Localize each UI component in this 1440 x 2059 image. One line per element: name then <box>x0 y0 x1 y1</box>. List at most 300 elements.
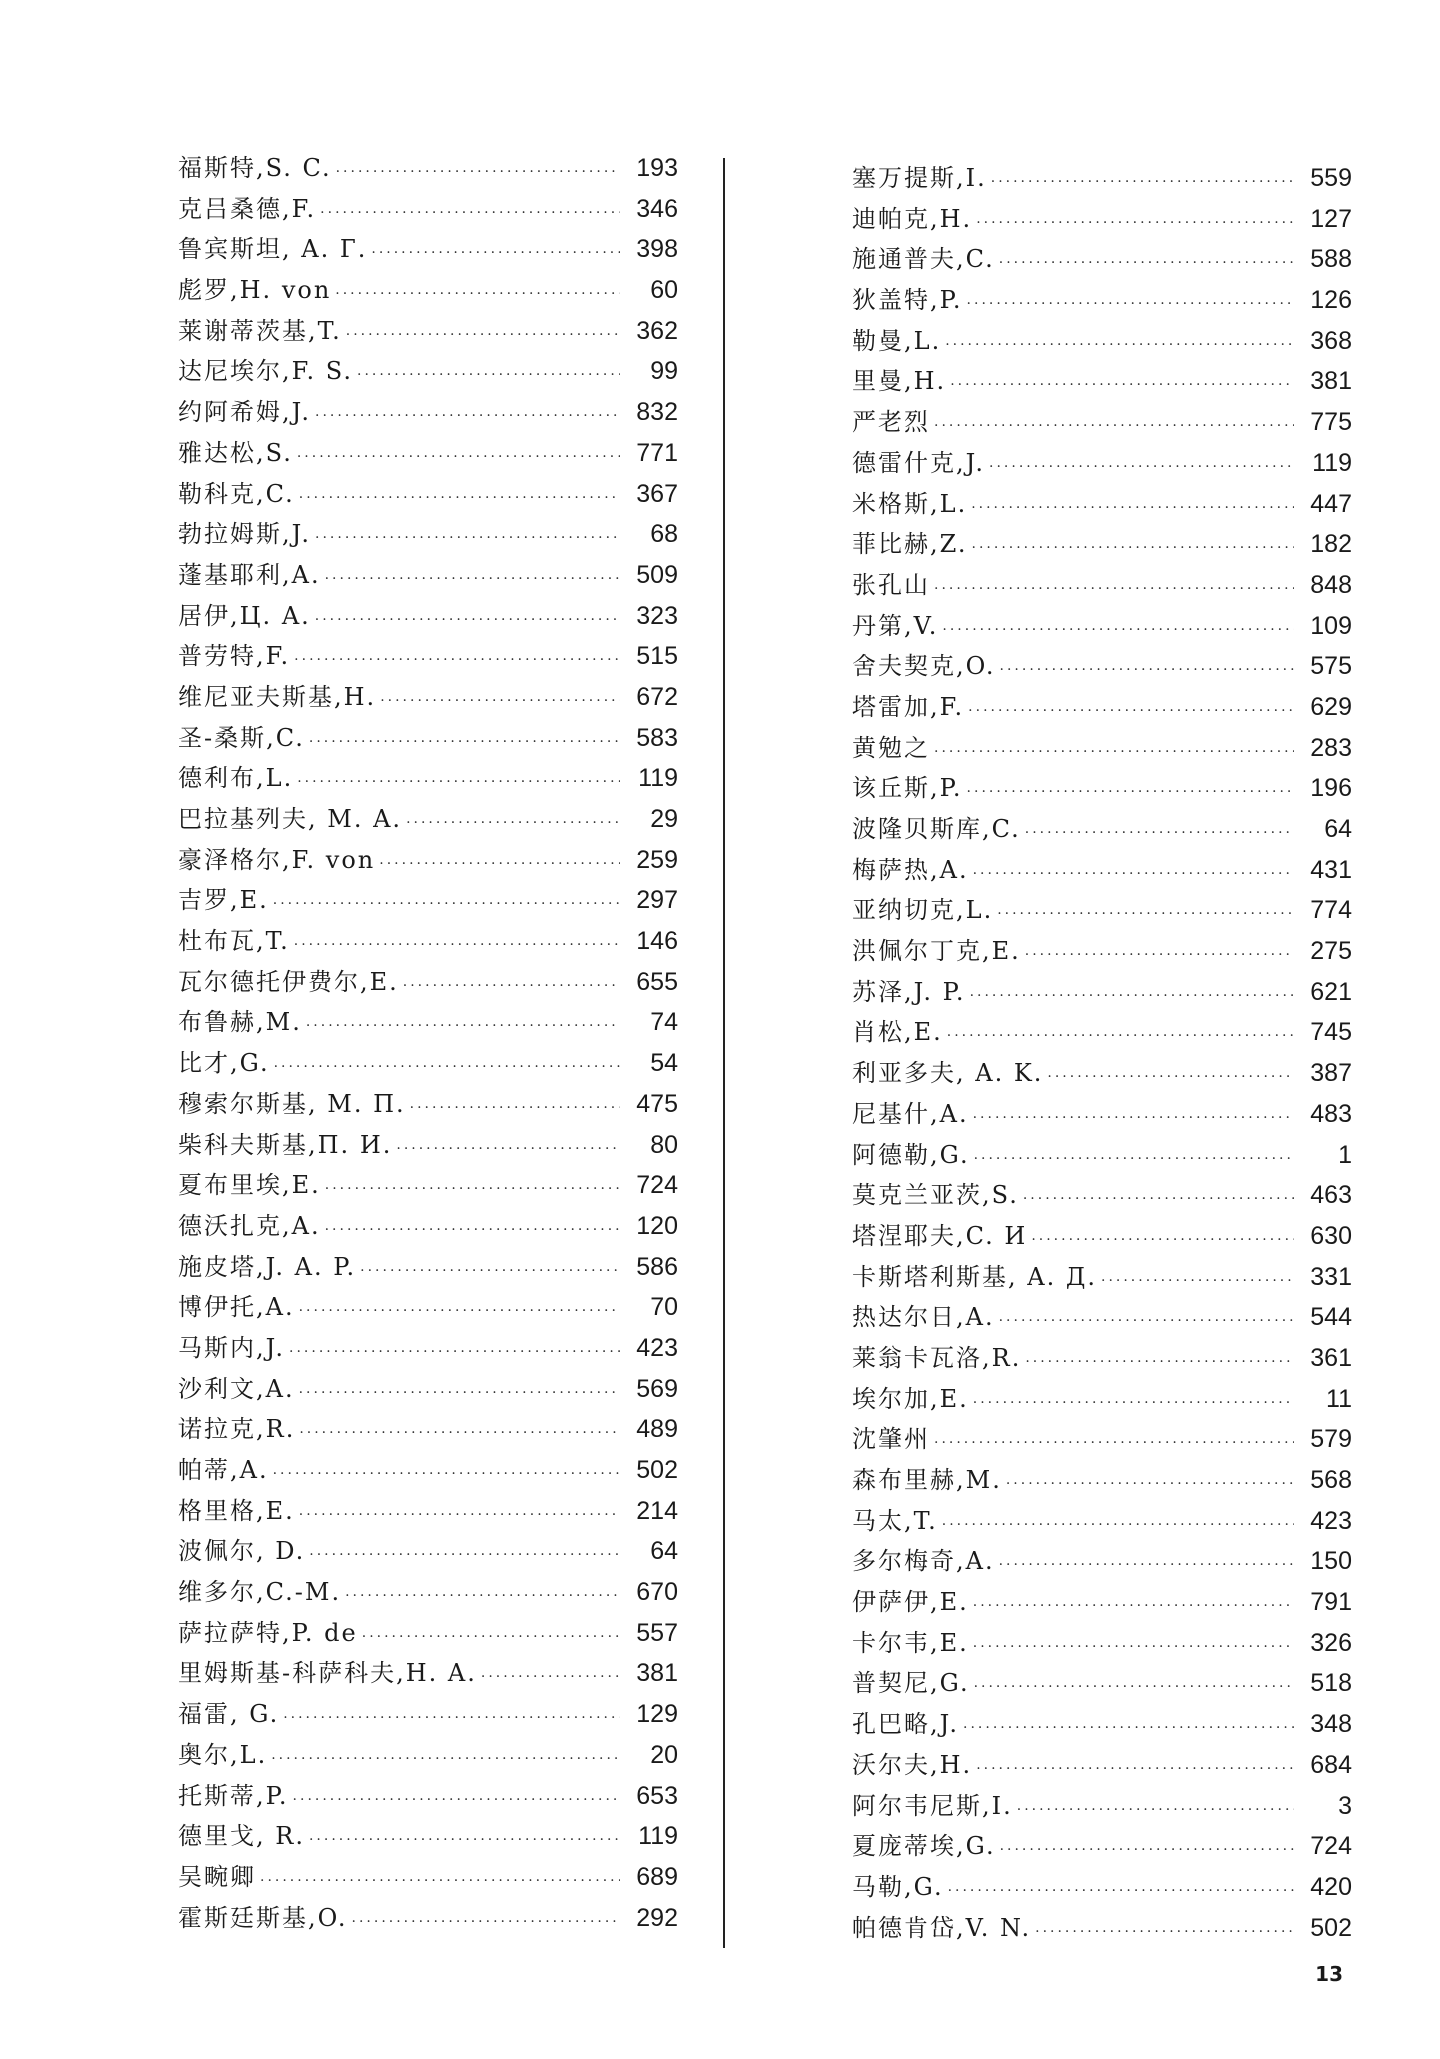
dot-leader <box>989 447 1294 488</box>
dot-leader <box>371 233 620 274</box>
entry-page-number: 745 <box>1310 1018 1352 1047</box>
index-entry <box>852 1379 1352 1420</box>
index-entry <box>178 1857 678 1898</box>
dot-leader <box>299 1373 620 1414</box>
index-entry <box>178 1247 678 1288</box>
entry-name: 豪泽格尔,F. von <box>178 845 376 874</box>
entry-name: 帕蒂,A. <box>178 1456 269 1484</box>
dot-leader <box>972 528 1294 569</box>
entry-name: 吉罗,E. <box>178 886 269 915</box>
dot-leader <box>406 803 620 844</box>
entry-page-number: 283 <box>1310 733 1352 762</box>
index-entry <box>852 646 1352 687</box>
entry-name: 波隆贝斯库,C. <box>852 815 1021 843</box>
dot-leader <box>934 732 1294 773</box>
entry-name: 穆索尔斯基, M. П. <box>178 1089 406 1118</box>
index-entry <box>178 1409 678 1450</box>
dot-leader <box>934 406 1294 447</box>
entry-page-number: 3 <box>1338 1791 1352 1820</box>
entry-page-number: 292 <box>636 1903 678 1932</box>
entry-name: 维尼亚夫斯基,H. <box>178 682 377 711</box>
entry-name: 苏泽,J. P. <box>852 977 966 1006</box>
dot-leader <box>273 884 620 925</box>
dot-leader <box>352 1902 620 1943</box>
index-entry <box>852 443 1352 484</box>
index-entry <box>178 1369 678 1410</box>
index-entry <box>178 962 678 1003</box>
entry-page-number: 832 <box>636 398 678 427</box>
entry-page-number: 483 <box>1310 1099 1352 1128</box>
dot-leader <box>309 1535 620 1576</box>
index-entry <box>852 1012 1352 1053</box>
index-entry <box>178 596 678 637</box>
entry-page-number: 569 <box>636 1374 678 1403</box>
index-entry <box>178 1653 678 1694</box>
dot-leader <box>1035 1912 1294 1953</box>
index-entry <box>852 1623 1352 1664</box>
entry-name: 尼基什,A. <box>852 1099 969 1128</box>
entry-name: 塔雷加,F. <box>852 692 965 721</box>
entry-page-number: 775 <box>1310 408 1352 437</box>
entry-page-number: 431 <box>1310 855 1352 884</box>
entry-name: 热达尔日,A. <box>852 1303 995 1332</box>
index-entry <box>178 1898 678 1939</box>
entry-name: 肖松,E. <box>852 1018 943 1047</box>
index-entry <box>852 1257 1352 1298</box>
entry-page-number: 689 <box>636 1862 678 1891</box>
entry-page-number: 64 <box>650 1537 678 1566</box>
dot-leader <box>999 1545 1294 1586</box>
entry-name: 阿尔韦尼斯,I. <box>852 1791 1013 1820</box>
entry-name: 巴拉基列夫, M. A. <box>178 805 403 833</box>
entry-name: 里姆斯基-科萨科夫,H. A. <box>178 1659 477 1688</box>
index-entry <box>178 758 678 799</box>
index-entry <box>852 687 1352 728</box>
entry-name: 亚纳切克,L. <box>852 896 994 925</box>
index-entry <box>852 890 1352 931</box>
index-entry <box>178 148 678 189</box>
entry-name: 普契尼,G. <box>852 1669 970 1698</box>
index-entry <box>178 311 678 352</box>
index-entry <box>852 1745 1352 1786</box>
index-entry <box>178 1531 678 1572</box>
index-entry <box>178 1002 678 1043</box>
entry-page-number: 724 <box>636 1171 678 1200</box>
entry-name: 莱翁卡瓦洛,R. <box>852 1343 1022 1372</box>
entry-name: 沙利文,A. <box>178 1374 295 1403</box>
index-entry <box>178 1328 678 1369</box>
dot-leader <box>294 925 620 966</box>
entry-name: 夏庞蒂埃,G. <box>852 1832 996 1861</box>
entry-page-number: 791 <box>1310 1588 1352 1617</box>
entry-page-number: 621 <box>1310 977 1352 1006</box>
dot-leader <box>315 518 620 559</box>
entry-name: 迪帕克,H. <box>852 204 973 233</box>
entry-page-number: 129 <box>636 1700 678 1729</box>
entry-name: 洪佩尔丁克,E. <box>852 937 1021 966</box>
entry-name: 达尼埃尔,F. S. <box>178 357 354 386</box>
dot-leader <box>299 478 620 519</box>
entry-name: 莱谢蒂茨基,T. <box>178 316 342 345</box>
dot-leader <box>345 1576 620 1617</box>
entry-name: 严老烈 <box>852 408 930 437</box>
index-entry <box>852 321 1352 362</box>
entry-page-number: 398 <box>636 235 678 264</box>
dot-leader <box>950 365 1294 406</box>
entry-name: 诺拉克,R. <box>178 1415 296 1444</box>
index-entry <box>852 484 1352 525</box>
entry-page-number: 297 <box>636 886 678 915</box>
index-entry <box>178 351 678 392</box>
entry-page-number: 420 <box>1310 1872 1352 1901</box>
entry-name: 萨拉萨特,P. de <box>178 1618 358 1647</box>
dot-leader <box>934 1423 1294 1464</box>
index-entry <box>852 1460 1352 1501</box>
entry-name: 杜布瓦,T. <box>178 927 290 956</box>
index-entry <box>178 270 678 311</box>
entry-name: 圣-桑斯,C. <box>178 723 305 752</box>
entry-page-number: 774 <box>1310 896 1352 925</box>
index-entry <box>178 921 678 962</box>
index-entry <box>852 1297 1352 1338</box>
entry-name: 舍夫契克,O. <box>852 652 996 681</box>
entry-name: 鲁宾斯坦, A. Г. <box>178 235 368 264</box>
index-entry <box>178 1287 678 1328</box>
entry-name: 德雷什克,J. <box>852 448 986 477</box>
entry-page-number: 182 <box>1310 530 1352 559</box>
entry-page-number: 502 <box>1310 1913 1352 1942</box>
index-entry <box>852 239 1352 280</box>
entry-page-number: 362 <box>636 316 678 345</box>
index-entry <box>852 1663 1352 1704</box>
index-entry <box>178 1125 678 1166</box>
entry-page-number: 127 <box>1310 204 1352 233</box>
index-entry <box>852 524 1352 565</box>
dot-leader <box>963 1708 1294 1749</box>
dot-leader <box>325 559 620 600</box>
index-entry <box>852 402 1352 443</box>
entry-name: 德沃扎克,A. <box>178 1211 321 1240</box>
entry-page-number: 119 <box>638 764 678 793</box>
dot-leader <box>1025 813 1294 854</box>
index-entry <box>178 1735 678 1776</box>
index-entry <box>178 189 678 230</box>
dot-leader <box>991 162 1294 203</box>
dot-leader <box>360 1251 620 1292</box>
index-entry <box>852 1704 1352 1745</box>
dot-leader <box>1006 1464 1294 1505</box>
entry-name: 霍斯廷斯基,O. <box>178 1903 348 1932</box>
index-entry <box>178 1776 678 1817</box>
entry-name: 埃尔加,E. <box>852 1384 969 1413</box>
dot-leader <box>1000 1830 1294 1871</box>
entry-page-number: 518 <box>1310 1669 1352 1698</box>
page-number: 13 <box>1315 1962 1343 1986</box>
entry-name: 马太,T. <box>852 1506 938 1535</box>
index-entry <box>178 392 678 433</box>
index-entry <box>178 799 678 840</box>
index-entry <box>852 809 1352 850</box>
entry-name: 阿德勒,G. <box>852 1140 970 1169</box>
index-entry <box>852 1053 1352 1094</box>
dot-leader <box>1025 935 1294 976</box>
entry-page-number: 64 <box>1324 815 1352 843</box>
entry-name: 波佩尔, D. <box>178 1537 306 1566</box>
index-entry <box>852 199 1352 240</box>
entry-page-number: 684 <box>1310 1750 1352 1779</box>
index-entry <box>852 1867 1352 1908</box>
entry-page-number: 109 <box>1310 611 1352 640</box>
entry-name: 施通普夫,C. <box>852 245 995 274</box>
entry-name: 彪罗,H. von <box>178 276 332 305</box>
index-entry <box>178 1043 678 1084</box>
entry-name: 该丘斯,P. <box>852 774 963 803</box>
entry-name: 多尔梅奇,A. <box>852 1547 995 1576</box>
entry-page-number: 326 <box>1310 1628 1352 1657</box>
entry-page-number: 348 <box>1310 1710 1352 1739</box>
entry-page-number: 463 <box>1310 1181 1352 1210</box>
dot-leader <box>976 1749 1294 1790</box>
entry-page-number: 588 <box>1310 245 1352 274</box>
entry-page-number: 653 <box>636 1781 678 1810</box>
entry-name: 伊萨伊,E. <box>852 1588 969 1617</box>
index-entry <box>852 565 1352 606</box>
entry-name: 勒曼,L. <box>852 326 942 355</box>
entry-page-number: 119 <box>638 1822 678 1851</box>
dot-leader <box>973 1383 1294 1424</box>
entry-name: 沃尔夫,H. <box>852 1750 973 1779</box>
entry-name: 布鲁赫,M. <box>178 1008 302 1037</box>
entry-name: 德里戈, R. <box>178 1822 305 1851</box>
entry-name: 沈肇州 <box>852 1425 930 1454</box>
index-entry <box>852 1826 1352 1867</box>
entry-name: 施皮塔,J. A. P. <box>178 1252 357 1281</box>
dot-leader <box>942 1505 1294 1546</box>
index-entry <box>178 555 678 596</box>
index-entry <box>852 606 1352 647</box>
index-entry <box>178 1694 678 1735</box>
entry-name: 卡尔韦,E. <box>852 1628 969 1657</box>
dot-leader <box>973 1627 1294 1668</box>
entry-name: 梅萨热,A. <box>852 855 969 884</box>
dot-leader <box>325 1169 620 1210</box>
entry-name: 福雷, G. <box>178 1700 280 1729</box>
dot-leader <box>293 1780 620 1821</box>
entry-page-number: 568 <box>1310 1466 1352 1494</box>
entry-page-number: 579 <box>1310 1425 1352 1454</box>
index-entry <box>852 1501 1352 1542</box>
entry-name: 里曼,H. <box>852 367 947 396</box>
entry-name: 孔巴略,J. <box>852 1710 960 1739</box>
entry-name: 博伊托,A. <box>178 1293 295 1322</box>
entry-name: 米格斯,L. <box>852 489 968 518</box>
entry-name: 夏布里埃,E. <box>178 1171 321 1200</box>
entry-page-number: 475 <box>636 1089 678 1118</box>
dot-leader <box>335 274 620 315</box>
dot-leader <box>315 396 620 437</box>
entry-page-number: 381 <box>1310 367 1352 396</box>
entry-name: 勒科克,C. <box>178 479 295 508</box>
entry-page-number: 367 <box>636 479 678 508</box>
entry-name: 德利布,L. <box>178 764 294 793</box>
entry-page-number: 70 <box>650 1293 678 1322</box>
entry-name: 塔涅耶夫,C. И <box>852 1221 1028 1250</box>
index-entry <box>852 1216 1352 1257</box>
dot-leader <box>315 600 620 641</box>
index-entry <box>852 1175 1352 1216</box>
entry-name: 丹第,V. <box>852 611 939 640</box>
index-entry <box>852 728 1352 769</box>
entry-name: 黄勉之 <box>852 733 930 762</box>
dot-leader <box>942 610 1294 651</box>
entry-name: 吴畹卿 <box>178 1862 256 1891</box>
index-entry <box>852 1094 1352 1135</box>
index-entry <box>178 229 678 270</box>
dot-leader <box>260 1861 620 1902</box>
entry-page-number: 323 <box>636 601 678 630</box>
dot-leader <box>967 284 1294 325</box>
entry-name: 张孔山 <box>852 570 930 599</box>
dot-leader <box>974 1667 1294 1708</box>
entry-name: 卡斯塔利斯基, A. Д. <box>852 1262 1097 1291</box>
index-entry <box>852 1786 1352 1827</box>
entry-page-number: 848 <box>1310 570 1352 599</box>
dot-leader <box>379 844 620 885</box>
entry-page-number: 509 <box>636 560 678 589</box>
index-entry <box>178 1491 678 1532</box>
entry-name: 居伊,Ц. A. <box>178 601 311 630</box>
index-entry <box>852 972 1352 1013</box>
index-entry <box>852 931 1352 972</box>
entry-page-number: 381 <box>636 1659 678 1688</box>
entry-page-number: 489 <box>636 1415 678 1444</box>
entry-page-number: 80 <box>650 1130 678 1159</box>
index-entry <box>178 1450 678 1491</box>
entry-name: 马斯内,J. <box>178 1333 286 1362</box>
entry-page-number: 368 <box>1310 326 1352 355</box>
dot-leader <box>934 569 1294 610</box>
dot-leader <box>971 488 1294 529</box>
entry-name: 福斯特,S. C. <box>178 154 332 182</box>
dot-leader <box>973 1098 1294 1139</box>
entry-name: 蓬基耶利,A. <box>178 560 321 589</box>
entry-page-number: 630 <box>1310 1221 1352 1250</box>
dot-leader <box>967 772 1294 813</box>
index-entry <box>852 158 1352 199</box>
entry-page-number: 515 <box>636 642 678 671</box>
entry-page-number: 120 <box>636 1211 678 1240</box>
dot-leader <box>968 691 1294 732</box>
entry-page-number: 387 <box>1310 1059 1352 1088</box>
entry-page-number: 150 <box>1310 1547 1352 1576</box>
entry-page-number: 586 <box>636 1252 678 1281</box>
dot-leader <box>1000 650 1294 691</box>
entry-page-number: 346 <box>636 194 678 223</box>
dot-leader <box>299 1495 620 1536</box>
entry-name: 菲比赫,Z. <box>852 530 968 559</box>
dot-leader <box>999 243 1294 284</box>
entry-name: 普劳特,F. <box>178 642 291 671</box>
index-entry <box>178 1816 678 1857</box>
entry-page-number: 557 <box>636 1618 678 1647</box>
dot-leader <box>294 640 620 681</box>
entry-page-number: 423 <box>1310 1506 1352 1535</box>
entry-page-number: 559 <box>1310 164 1352 192</box>
entry-page-number: 361 <box>1310 1343 1352 1372</box>
entry-page-number: 214 <box>636 1496 678 1525</box>
index-entry <box>852 1419 1352 1460</box>
dot-leader <box>974 1139 1294 1180</box>
dot-leader <box>976 203 1294 244</box>
index-entry <box>178 840 678 881</box>
dot-leader <box>1017 1790 1294 1831</box>
index-entry <box>178 1206 678 1247</box>
dot-leader <box>1101 1261 1294 1302</box>
entry-page-number: 544 <box>1310 1303 1352 1332</box>
index-entry <box>852 1582 1352 1623</box>
dot-leader <box>297 762 620 803</box>
entry-page-number: 126 <box>1310 286 1352 315</box>
left-index-column <box>178 148 678 1938</box>
dot-leader <box>283 1698 620 1739</box>
dot-leader <box>297 437 620 478</box>
dot-leader <box>362 1617 620 1658</box>
index-entry <box>178 880 678 921</box>
entry-page-number: 196 <box>1310 774 1352 803</box>
index-entry <box>178 474 678 515</box>
dot-leader <box>999 1301 1294 1342</box>
dot-leader <box>1047 1057 1294 1098</box>
entry-name: 马勒,G. <box>852 1872 944 1901</box>
entry-name: 帕德肯岱,V. N. <box>852 1913 1032 1942</box>
index-entry <box>852 1908 1352 1949</box>
dot-leader <box>299 1291 620 1332</box>
index-entry <box>852 768 1352 809</box>
dot-leader <box>947 1016 1294 1057</box>
dot-leader <box>410 1088 620 1129</box>
entry-page-number: 275 <box>1310 937 1352 966</box>
dot-leader <box>948 1871 1294 1912</box>
dot-leader <box>396 1129 620 1170</box>
index-entry <box>178 1572 678 1613</box>
entry-page-number: 724 <box>1310 1832 1352 1861</box>
entry-page-number: 259 <box>636 845 678 874</box>
dot-leader <box>346 315 620 356</box>
entry-page-number: 1 <box>1338 1140 1352 1169</box>
index-entry <box>178 1613 678 1654</box>
entry-page-number: 670 <box>636 1578 678 1607</box>
entry-page-number: 655 <box>636 967 678 996</box>
dot-leader <box>481 1657 620 1698</box>
entry-name: 托斯蒂,P. <box>178 1781 289 1810</box>
entry-page-number: 99 <box>650 357 678 386</box>
index-entry <box>178 1165 678 1206</box>
entry-name: 森布里赫,M. <box>852 1466 1002 1494</box>
entry-page-number: 447 <box>1310 489 1352 518</box>
entry-page-number: 60 <box>650 276 678 305</box>
dot-leader <box>309 722 620 763</box>
entry-page-number: 54 <box>650 1049 678 1078</box>
entry-page-number: 771 <box>636 438 678 467</box>
dot-leader <box>970 976 1294 1017</box>
entry-name: 狄盖特,P. <box>852 286 963 315</box>
dot-leader <box>945 325 1294 366</box>
index-entry <box>178 514 678 555</box>
dot-leader <box>403 966 620 1007</box>
entry-page-number: 74 <box>650 1008 678 1037</box>
entry-name: 瓦尔德托伊费尔,E. <box>178 967 399 996</box>
entry-name: 利亚多夫, A. K. <box>852 1059 1044 1088</box>
